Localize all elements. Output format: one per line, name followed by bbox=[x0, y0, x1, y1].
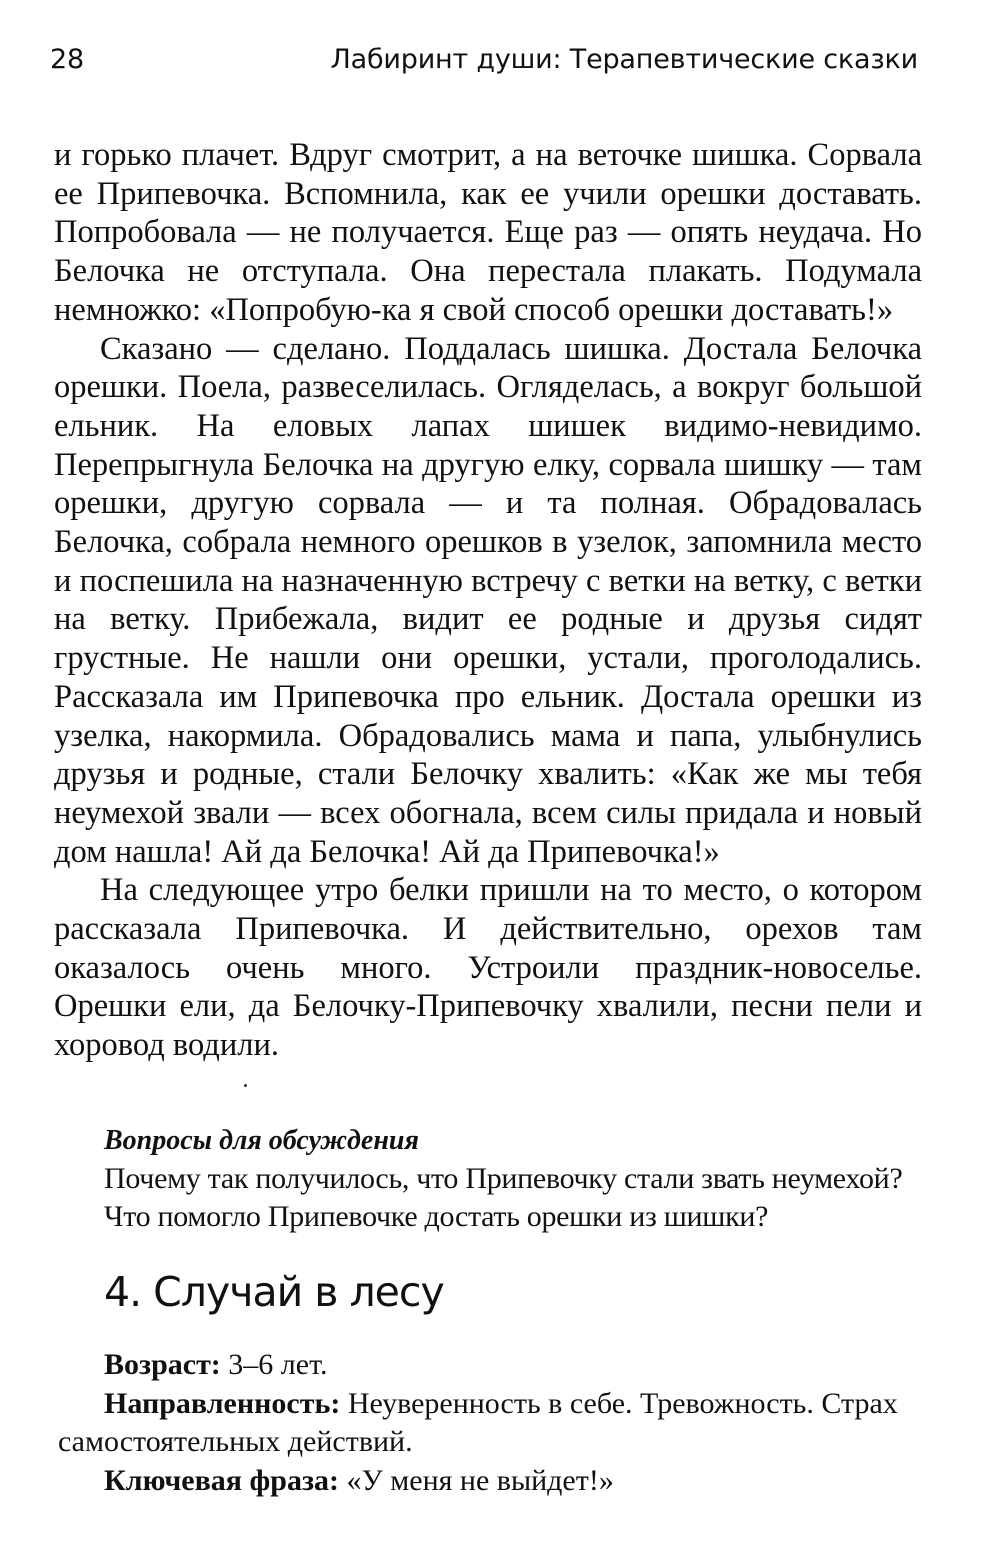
age-line bbox=[58, 1346, 924, 1385]
question-item: Что помогло Припевочке достать орешки из шишки? bbox=[104, 1200, 769, 1233]
story-text bbox=[54, 136, 922, 1065]
direction-label: Направленность: bbox=[104, 1386, 341, 1420]
running-title: Лабиринт души: Терапевтические сказки bbox=[330, 44, 918, 75]
chapter-title: 4. Случай в лесу bbox=[104, 1268, 444, 1316]
paragraph: На следующее утро белки пришли на то место, о котором рассказала Припевочка. И действительно, орехов там оказалось очень много. Устроили праздник-новоселье. Орешки ели, да Белочку-Припевочку хвалили, песни пели и хоровод водили. bbox=[54, 872, 922, 1064]
page-header bbox=[50, 44, 918, 88]
page-number: 28 bbox=[50, 44, 84, 75]
questions-heading: Вопросы для обсуждения bbox=[104, 1125, 419, 1156]
direction-line bbox=[58, 1385, 924, 1462]
key-phrase-value: «У меня не выйдет!» bbox=[346, 1463, 614, 1497]
paragraph-continuation: и горько плачет. Вдруг смотрит, а на веточке шишка. Сорвала ее Припевочка. Вспомнила, как ее учили орешки доставать. Попробовала — не получается. Еще раз — опять неудача. Но Белочка не отступала. Она перестала плакать. Подумала немножко: «Попробую-ка я свой способ орешки доставать!» bbox=[54, 137, 922, 328]
discussion-questions bbox=[104, 1122, 924, 1236]
direction-value: Неуверенность в себе. Тревожность. Страх самостоятельных действий. bbox=[58, 1386, 898, 1458]
key-phrase-line bbox=[58, 1462, 924, 1501]
question-item: Почему так получилось, что Припевочку стали звать неумехой? bbox=[104, 1162, 903, 1195]
print-speck bbox=[244, 1084, 247, 1087]
key-phrase-label: Ключевая фраза: bbox=[104, 1463, 340, 1497]
age-label: Возраст: bbox=[104, 1348, 221, 1381]
age-value: 3–6 лет. bbox=[228, 1348, 328, 1381]
paragraph: Сказано — сделано. Поддалась шишка. Достала Белочка орешки. Поела, развеселилась. Огляделась, а вокруг большой ельник. На еловых лапах шишек видимо-невидимо. Перепрыгнула Белочка на другую елку, сорвала шишку — там орешки, другую сорвала — и та полная. Обрадовалась Белочка, собрала немного орешков в узелок, запомнила место и поспешила на назначенную встречу с ветки на ветку, с ветки на ветку. Прибежала, видит ее родные и друзья сидят грустные. Не нашли они орешки, устали, проголодались. Рассказала им Припевочка про ельник. Достала орешки из узелка, накормила. Обрадовались мама и папа, улыбнулись друзья и родные, стали Белочку хвалить: «Как же мы тебя неумехой звали — всех обогнала, всем силы придала и новый дом нашла! Ай да Белочка! Ай да Припевочка!» bbox=[54, 330, 922, 870]
story-metadata bbox=[58, 1346, 924, 1500]
